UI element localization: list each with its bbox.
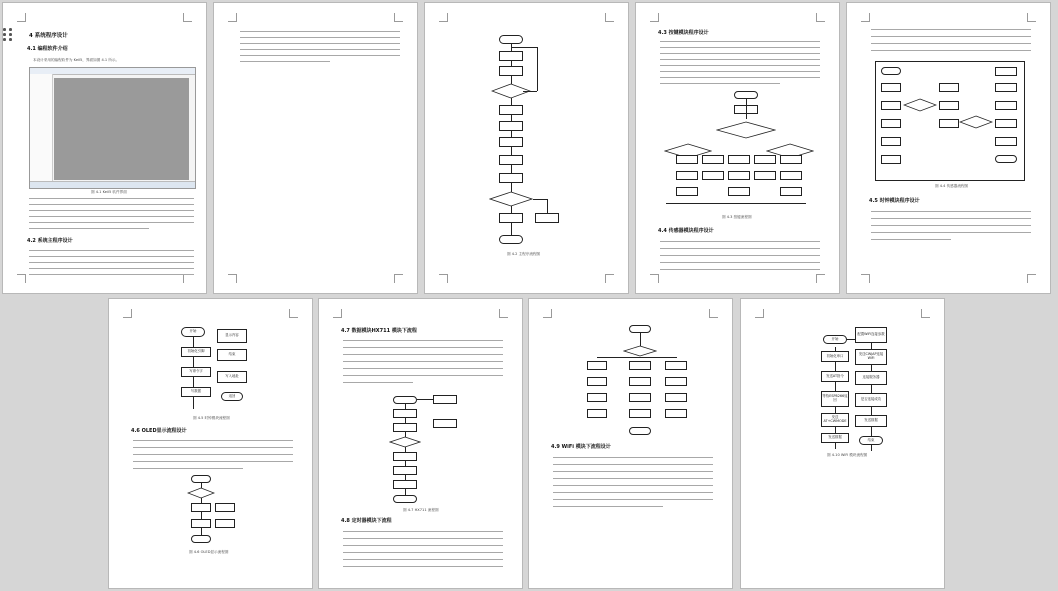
flow-box: 配置WiFi连接参数 [855,327,887,343]
document-page-4[interactable] [635,2,840,294]
document-page-3[interactable] [424,2,629,294]
document-page-8[interactable] [528,298,733,589]
figure-caption: 图 4.1 Keil5 软件界面 [91,190,127,194]
section-heading: 4.9 WiFi 模块下流程设计 [551,444,611,450]
section-heading: 4.3 按键模块程序设计 [658,30,709,36]
flow-box: 发送数据 [855,415,887,427]
document-page-9[interactable] [740,298,945,589]
flow-box: 开始 [181,327,205,337]
figure-caption: 图 4.4 传感器流程图 [935,184,969,188]
flow-box: 发送CWJAP连接WiFi [855,349,887,365]
flow-box: 写数据 [181,387,211,397]
flow-box: 发送AT指令 [821,371,849,382]
flow-box: 写入地址 [217,371,247,383]
flow-box: 结束 [217,349,247,361]
section-heading: 4.6 OLED显示流程设计 [131,428,187,434]
figure-caption: 图 4.2 主程序流程图 [507,252,541,256]
keil-screenshot [29,67,196,189]
chapter-heading: 4 系统程序设计 [29,33,68,39]
flow-box: 初始化引脚 [181,347,211,357]
document-page-1[interactable] [2,2,207,294]
section-heading: 4.7 数据模块HX711 模块下流程 [341,328,417,334]
section-heading: 4.5 时钟模块程序设计 [869,198,920,204]
flow-box: 初始化串口 [821,351,849,362]
figure-caption: 图 4.5 时钟模块流程图 [193,416,230,420]
flow-box: 写命令字 [181,367,211,377]
drag-handle-icon[interactable] [3,28,13,42]
flow-box: 结束 [859,436,883,445]
flow-box: 发送数据 [821,433,849,443]
section-heading: 4.2 系统主程序设计 [27,238,73,244]
flow-box: 返回 [221,392,243,401]
figure-caption: 图 4.6 OLED显示流程图 [189,550,229,554]
section-heading: 4.8 定时器模块下流程 [341,518,392,524]
flow-box: 是否连接成功 [855,393,887,407]
document-page-2[interactable] [213,2,418,294]
flow-box: 显示内容 [217,329,247,343]
intro-text: 本设计采用的编程软件为 Keil5，界面如图 4.1 所示。 [33,58,120,62]
document-page-7[interactable] [318,298,523,589]
figure-caption: 图 4.7 HX711 流程图 [403,508,439,512]
figure-caption: 图 4.10 WiFi 模块流程图 [827,453,868,457]
section-heading: 4.4 传感器模块程序设计 [658,228,714,234]
document-page-5[interactable] [846,2,1051,294]
flow-box: 开始 [823,335,847,344]
flow-box: 等待ESP8266返回 [821,391,849,407]
figure-caption: 图 4.3 按键流程图 [722,215,752,219]
document-page-6[interactable] [108,298,313,589]
flow-box: 连接服务器 [855,371,887,385]
flow-box: 发送AT+CWMODE [821,413,849,427]
section-heading: 4.1 编程软件介绍 [27,46,68,52]
